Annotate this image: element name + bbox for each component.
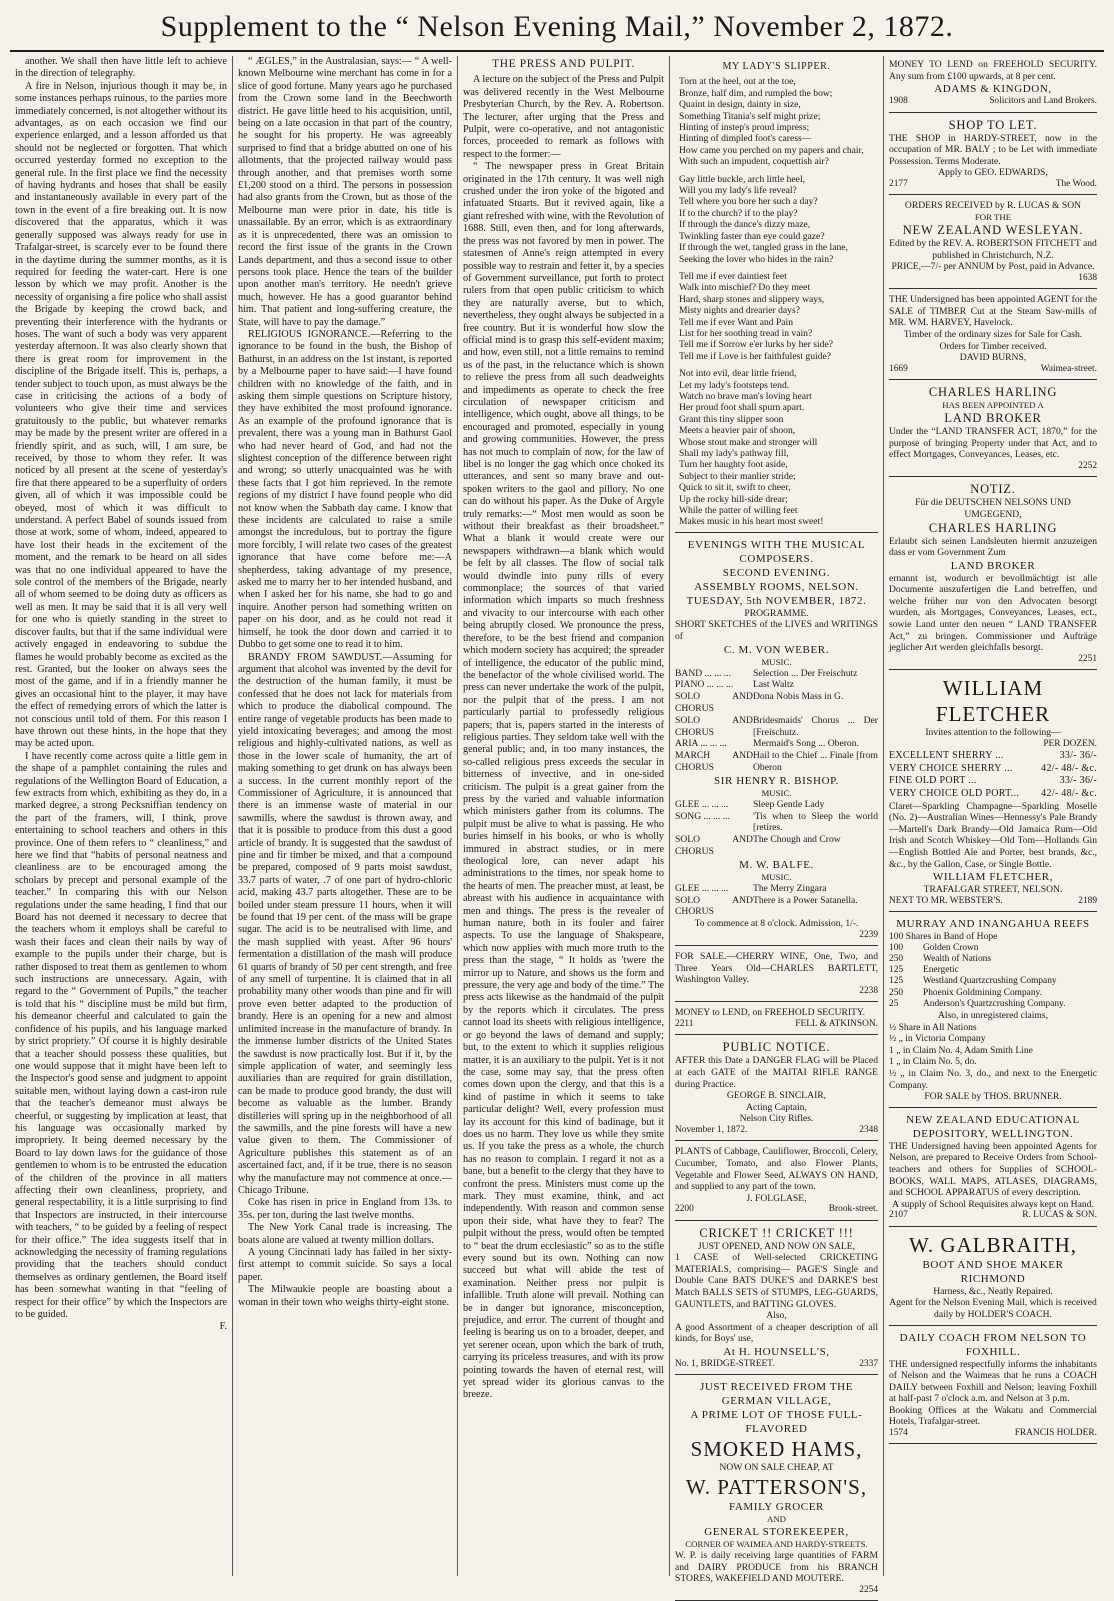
programme-kind: GLEE ... ... ...	[675, 882, 729, 894]
share-count: 100	[889, 942, 904, 953]
adams-kingdon-ad	[889, 56, 1097, 113]
harling-ad	[889, 382, 1097, 477]
ad-number: 2211	[675, 1018, 694, 1029]
ad-headline: W. GALBRAITH,	[909, 1232, 1077, 1257]
programme-kind: PIANO ... ... ...	[675, 679, 734, 691]
poem-title: MY LADY'S SLIPPER.	[722, 61, 831, 72]
masthead: Supplement to the “ Nelson Evening Mail,” November 2, 1872.	[160, 10, 954, 43]
programme-label: PROGRAMME.	[744, 607, 809, 619]
programme-item	[675, 811, 878, 835]
wine-name: FINE OLD PORT ...	[889, 775, 977, 787]
ad-number: 1638	[1078, 272, 1097, 283]
composer-name: C. M. VON WEBER.	[723, 643, 830, 656]
article-paragraph: RELIGIOUS IGNORANCE.—Referring to the ignorance to be found in the bush, the Bishop of Bathurst, in an address on the 1st instant, is reported by a Melbourne paper to have said:—I have found children with no knowledge of the faith, and in asking them simple questions on Scripture history, they have exhibited the most profound ignorance. As an example of the profound ignorance that is prevalent, there was a young man in Bathurst Gaol who had never heard of God, and had not the slightest conception of the difference between right and wrong; so utterly unacquainted was he with these facts that I got him reprieved. In the remote regions of my district I have found people who did not know when the Sabbath day came. I know that these incidents are calculated to raise a smile amongst the incredulous, but to portray the figure more forcibly, I will relate two cases of the greatest ignorance that have come before me:—A shepherdess, taking advantage of my presence, asked me to marry her to her intended husband, and when I asked her for his name, she had to go and inquire. Another person had something written on paper on his door, and as he could not read it himself, he took the door down and carried it to Dubbo to get some one to read it to him.	[238, 328, 452, 651]
ad-text: Claret—Sparkling Champagne—Sparkling Moselle (No. 2)—Australian Wines—Hennessy's Pale Brandy—Martell's Dark Brandy—Old Jamaica Rum—Old Irish and Scotch Whiskey—Old Tom—Hollands Gin—English Bottled Ale and Porter, best brands, &c., &c., by the Gallon, Case, or Single Bottle.	[889, 800, 1097, 870]
poem-line: Twinkling faster than eye could gaze?	[679, 230, 825, 242]
galbraith-ad	[889, 1229, 1097, 1326]
ad-number: 2189	[1078, 895, 1097, 906]
programme-item	[675, 738, 878, 750]
poem-line: Quick to sit it, swift to cheer,	[679, 482, 791, 494]
music-label: MUSIC.	[761, 871, 792, 882]
poem-line: Hinting of dimpled foot's caress—	[679, 133, 812, 145]
ad-advertiser: J. FOLGLASE,	[746, 1192, 807, 1204]
programme-item	[675, 883, 878, 895]
share-company: Energetic	[923, 965, 959, 976]
poem-line: With such an impudent, coquettish air?	[679, 156, 829, 168]
ad-line: A supply of School Requisites always kept on Hand.	[892, 1198, 1094, 1210]
ad-signatory: GEORGE B. SINCLAIR,	[726, 1090, 827, 1102]
poem-line: Meets a heavier pair of shoon,	[679, 425, 796, 437]
ad-address: The Wood.	[1055, 178, 1097, 189]
ad-text: PLANTS of Cabbage, Cauliflower, Broccoli, Celery, Cucumber, Tomato, and also Flower Plants, Vegetable and Flower Seed, ALWAYS ON HAND, and supplied to any part of the town.	[675, 1146, 878, 1193]
claims-list	[889, 1022, 1097, 1092]
wine-price: 42/- 48/- &c.	[1041, 788, 1097, 800]
ad-line: NEXT TO MR. WEBSTER'S.	[889, 895, 1003, 906]
ad-advertiser: At H. HOUNSELL'S,	[723, 1346, 830, 1359]
ad-role: Acting Captain,	[746, 1101, 807, 1113]
ad-price: PRICE,—7/- per ANNUM by Post, paid in Advance.	[891, 261, 1095, 273]
ad-advertiser: FELL & ATKINSON.	[795, 1018, 878, 1029]
ad-text: Booking Offices at the Wakatu and Commercial Hotels, Trafalgar-street.	[889, 1404, 1097, 1428]
poem-line: Tell me if Sorrow e'er lurks by her side?	[679, 339, 833, 351]
ad-number: 1574	[889, 1428, 908, 1439]
programme-item	[675, 834, 878, 858]
masthead-rule	[10, 50, 1104, 52]
poem-line: If to the church? if to the play?	[679, 207, 798, 219]
poem-line: Bronze, half dim, and rumpled the bow;	[679, 87, 833, 99]
ad-text: FOR SALE.—CHERRY WINE, One, Two, and Three Years Old—CHARLES BARTLETT, Washington Valley.	[675, 951, 878, 986]
ad-line: PER DOZEN.	[1043, 738, 1097, 749]
claim-item: 1 „ in Claim No. 5, do.	[889, 1056, 977, 1068]
concert-venue: ASSEMBLY ROOMS, NELSON.	[694, 580, 859, 593]
share-company: Anderson's Quartzcrushing Company.	[923, 998, 1066, 1009]
ad-also: Also,	[766, 1310, 787, 1322]
programme-kind: ARIA ... ... ...	[675, 738, 727, 750]
poem-line: Tell me if ever daintiest feet	[679, 270, 787, 282]
article-paragraph: The New York Canal trade is increasing. The boats alone are valued at twenty million dollars.	[238, 1222, 452, 1246]
programme-item	[675, 668, 878, 680]
ad-line: FOR SALE by THOS. BRUNNER.	[924, 1091, 1062, 1103]
poem-line: Her proud foot shall spurn apart.	[679, 402, 805, 414]
share-company: Westland Quartzcrushing Company	[923, 976, 1057, 987]
programme-item	[675, 895, 878, 919]
ad-title: SHOP TO LET.	[948, 117, 1038, 132]
share-count: 25	[889, 998, 899, 1009]
article-heading: THE PRESS AND PULPIT.	[492, 58, 635, 70]
ad-line: Also, in unregistered claims,	[937, 1010, 1049, 1021]
wine-item	[889, 775, 1097, 788]
share-company: Wealth of Nations	[923, 953, 991, 964]
ad-headline: W. PATTERSON'S,	[685, 1475, 868, 1500]
poem-line: Up the rocky hill-side drear;	[679, 493, 788, 505]
wine-price: 33/- 36/-	[1059, 775, 1097, 787]
poem-line: Grant this tiny slipper soon	[679, 413, 784, 425]
ad-number: 1669	[889, 363, 908, 374]
programme-item	[675, 715, 878, 739]
ad-title: CHARLES HARLING	[928, 520, 1058, 535]
ad-line: Edited by the REV. A. ROBERTSON FITCHETT and published in Christchurch, N.Z.	[889, 237, 1097, 261]
timber-ad	[889, 291, 1097, 380]
programme-kind: MARCH AND CHORUS	[675, 750, 753, 773]
ad-headline: WILLIAM FLETCHER	[935, 676, 1051, 727]
music-label: MUSIC.	[761, 656, 792, 667]
article-paragraph: A young Cincinnati lady has failed in her sixty-first attempt to commit suicide. So says a local paper.	[238, 1247, 452, 1283]
ad-line: FAMILY GROCER	[728, 1501, 824, 1514]
share-count: 250	[889, 987, 904, 998]
wine-list	[889, 750, 1097, 800]
composer-name: SIR HENRY R. BISHOP.	[714, 774, 839, 787]
article-paragraph: another. We shall then have little left to achieve in the direction of telegraphy.	[15, 56, 227, 80]
ad-advertiser: WILLIAM FLETCHER,	[932, 871, 1054, 884]
ad-line: A PRIME LOT OF THOSE FULL-FLAVORED	[690, 1409, 863, 1436]
share-item	[889, 976, 1097, 987]
money-lend-ad	[675, 1004, 878, 1035]
poem-line: Turn her haughty foot aside,	[679, 459, 788, 471]
poem-line: How came you perched on my papers and chair,	[679, 144, 864, 156]
share-count: 250	[889, 953, 904, 964]
ad-title: MURRAY AND INANGAHUA REEFS	[896, 918, 1090, 931]
programme-piece: Dona Nobis Mass in G.	[753, 691, 844, 703]
wine-name: VERY CHOICE SHERRY ...	[889, 762, 1013, 774]
ad-number: 2238	[859, 985, 878, 996]
ad-number: 1908	[889, 96, 908, 107]
concert-intro: SHORT SKETCHES of the LIVES and WRITINGS of	[675, 619, 878, 643]
poem-line: Whose stout make and stronger will	[679, 436, 818, 448]
share-item	[889, 943, 1097, 954]
hams-ad	[675, 1377, 878, 1601]
ad-number: 2252	[1078, 460, 1097, 471]
share-item	[889, 965, 1097, 976]
article-paragraph: “ ÆGLES,” in the Australasian, says:— “ A well-known Melbourne wine merchant has come in for a slice of good fortune. Many years ago he purchased from the Crown some land in the Beechworth district. He gave little heed to his acquisition, until, being on a late occasion in that part of the country, he sought for his property. He was agreeably surprised to find that a bridge abutted on one of his allotments, that the projected railway would pass through another, and that premises worth some £1,200 stood on a third. The persons in possession had also grants from the Crown, but as those of the Melbourne man were prior in date, his title is unassailable. By an error, which is as extraordinary as it is unprecedented, there was an omission to record the first issue of the grants in the Crown Lands department, and thus a second issue to other persons took place. Hence the tears of the builder upon another man's territory. He needn't grieve much, however. He has a good guarantor behind him. That patient and long-suffering creature, the State, will have to pay the damage.”	[238, 56, 452, 328]
ad-number: 2348	[859, 1124, 878, 1135]
programme-kind: SONG ... ... ...	[675, 810, 730, 822]
wine-name: VERY CHOICE OLD PORT...	[889, 788, 1020, 800]
poem-line: Gay little buckle, arch little heel,	[679, 173, 806, 185]
ad-line: RICHMOND	[960, 1272, 1026, 1285]
ad-line: Orders for Timber received.	[939, 340, 1047, 352]
poem-line: Tell where you bore her such a day?	[679, 196, 818, 208]
ad-title: LAND BROKER	[944, 411, 1042, 426]
poem-line: If through the wet, tangled grass in the lane,	[679, 242, 848, 254]
programme-list	[675, 883, 878, 918]
programme-piece: Selection ... Der Freischutz	[753, 667, 858, 679]
wine-item	[889, 788, 1097, 801]
programme-kind: SOLO AND CHORUS	[675, 714, 753, 738]
article-paragraph: “ The newspaper press in Great Britain originated in the 17th century. It was well nigh crushed under the iron yoke of the bigoted and infatuated Stuarts. But it revived again, like a giant refreshed with wine, with the Revolution of 1688. Still, even then, and for long afterwards, the press was not favored by men in power. The statesmen of Anne's reign attempted in every possible way to restrain and fetter it, by a species of Government surveillance, put forth to protect rulers from that open public criticism to which they are naturally averse, but to which, nevertheless, they ought always be subjected in a free country. But it is wonderful how slow the official mind is to grasp this self-evident maxim; and how, even still, not a little remains to remind us of the past, in the reluctance which is shown to relieve the press from all such deadweights and impediments as operate to check the free circulation of newspaper criticism and intelligence, which ought, above all things, to be encouraged and promoted, especially in young and growing communities. However, the press has not much to complain of now, for the law of libel is no longer the gag which once choked its utterances, and sent so many brave and out-spoken writers to the gaol and pillory. No one can do without his paper. As the Duke of Argyle truly remarks:—“ Most men would as soon be without their breakfast as their broadsheet.” What a blank it would create were our newspapers withdrawn—a blank which would be felt by all classes. The flow of social talk would dwindle into puny rills of every commonplace; the sources of that varied information which imparts so much freshness and vivacity to our intercourse with each other being abruptly closed. We pronounce the press, therefore, to be the best friend and companion which modern society has acquired; the spreader of intelligence, the educator of the public mind, the benefactor of the whole civilised world. The press can never undertake the work of the pulpit, nor the pulpit that of the press. I am not particularly partial to professedly religious papers; that is, papers started in the interests of religious parties. They seldom take well with the general public; and, in too many instances, the so-called religious press exceeds the secular in bitterness of invective, and in one-sided criticism. The pulpit is a great gainer from the press by the varied and valuable information which ministers gather from its columns. The pulpit must be alive to what is passing. He who buries himself in his books, or who is wholly immured in abstract studies, or in mere theological lore, can never adapt his administrations to the times, nor speak home to the hearts of men. The preacher must, at least, be abreast with his audience in acquaintance with men and things. The press is the revealer of human nature, both in its fouler and fairer aspects. To use the language of Shakspeare, which now applies with much more truth to the press than the stage, “ It holds as 'twere the mirror up to Nature, and shows us the form and pressure, the very age and body of the time.” The press acts likewise as the handmaid of the pulpit by the reports which it circulates. The press cannot load its sheets with religious intelligence, or go beyond the laws of demand and supply; but, to the extent to which it supplies religious matter, it is an auxiliary to the pulpit. Yet is it not the case, some may say, that the press often comes down upon the clergy, and that this is a kind of pastime in which it seems to take particular delight? Well, every profession must lay its account for this kind of badinage, but it does us no harm. They love us while they smite us. If you take the press as a whole, the church has no reason to complain. I regard it not as a bane, but a benefit to the clergy that they have to confront the press. Ministers must come up the mark. They must examine, think, and act independently. With reason and common sense upon their side, what have they to fear? The pulpit without the press, would often be tempted to “ beat the drum ecclesiastic” so as to the stifle every sound but its own. Nothing can now succeed but what will abide the test of examination. Neither press nor pulpit is infallible. Truth alone will prevail. Nothing can be in danger but ignorance, misconception, prejudice, and error. The current of thought and feeling is bearing us on to a broader, deeper, and yet serener ocean, upon which the bark of truth, carrying its priceless treasures, and with its prow pointing towards the haven of eternal rest, will yet spread wider its glorious canvas to the breeze.	[463, 161, 664, 1401]
ad-text: THE undersigned respectfully informs the inhabitants of Nelson and the Waimeas that he runs a COACH DAILY between Foxhill and Nelson; leaving Foxhill at half-past 7 o'clock a.m. and Nelson at 3 p.m.	[889, 1358, 1097, 1405]
poem-line: Hinting of instep's proud impress;	[679, 122, 810, 134]
poem-line: Walk into mischief? Do they meet	[679, 282, 811, 294]
poem-line: Something Titania's self might prize;	[679, 110, 821, 122]
ad-number: 2107	[889, 1210, 908, 1221]
ad-title: NEW ZEALAND EDUCATIONAL DEPOSITORY, WELLINGTON.	[906, 1113, 1080, 1140]
column-2	[233, 56, 458, 1576]
programme-kind: SOLO AND CHORUS	[675, 834, 753, 857]
column-1	[10, 56, 233, 1576]
ad-address: No. 1, BRIDGE-STREET.	[675, 1359, 775, 1370]
ad-text: W. P. is daily receiving large quantities of FARM and DAIRY PRODUCE from his BRANCH STORES, WAKEFIELD AND MOUTERE.	[675, 1550, 878, 1585]
ad-text: ernannt ist, wodurch er bevollmächtigt ist alle Documente auszufertigen die Land betreffen, und welche früher nur von den Advocaten besorgt wurden, als Mortgages, Conveyances, Leases, ect., sowie Land unter den neuen “ LAND TRANSFER Act,” zu bringen. Commissioner und Aufträge jeglicher Art werden gleichfalls besorgt.	[889, 572, 1097, 654]
programme-piece: Sleep Gentle Lady	[753, 798, 825, 810]
programme-kind: SOLO AND CHORUS	[675, 894, 753, 918]
column-4	[670, 56, 884, 1595]
coach-ad	[889, 1328, 1097, 1445]
ad-address: TRAFALGAR STREET, NELSON.	[923, 884, 1063, 896]
ad-title: NOTIZ.	[970, 482, 1016, 497]
ad-line: Agent for the Nelson Evening Mail, which is received daily by HOLDER'S COACH.	[889, 1297, 1097, 1320]
programme-kind: GLEE ... ... ...	[675, 798, 729, 810]
concert-date: TUESDAY, 5th NOVEMBER, 1872.	[686, 594, 867, 607]
claim-item: ½ Share in All Nations	[889, 1021, 977, 1033]
programme-piece: 'Tis when to Sleep the world [retires.	[753, 810, 878, 834]
fletcher-ad	[889, 672, 1097, 912]
poem-line: Makes music in his heart most sweet!	[679, 516, 824, 528]
ad-apply: Apply to GEO. EDWARDS,	[938, 167, 1048, 179]
wine-item	[889, 763, 1097, 776]
poem-line: While the patter of willing feet	[679, 505, 798, 517]
column-3	[458, 56, 670, 1576]
ad-line: LAND BROKER	[950, 559, 1036, 572]
signature: F.	[219, 1321, 227, 1333]
poem-line: Seeking the lover who hides in the rain?	[679, 253, 834, 265]
columns	[10, 56, 1104, 1595]
programme-item	[675, 691, 878, 715]
ad-text: MONEY to LEND, on FREEHOLD SECURITY.	[675, 1007, 866, 1019]
notiz-ad	[889, 479, 1097, 670]
cherry-wine-ad	[675, 948, 878, 1002]
poem-line: Misty nights and drearier days?	[679, 305, 800, 317]
share-count: 125	[889, 976, 904, 987]
wine-price: 42/- 48/- &c.	[1041, 762, 1097, 774]
poem-line: Tell me if ever Want and Pain	[679, 316, 793, 328]
wine-item	[889, 750, 1097, 763]
ad-line: ORDERS RECEIVED by R. LUCAS & SON	[904, 200, 1082, 212]
ad-corps: Nelson City Rifles.	[739, 1113, 814, 1125]
programme-list	[675, 668, 878, 774]
composer-name: M. W. BALFE.	[739, 858, 814, 871]
ad-line: HAS BEEN APPOINTED A	[942, 400, 1044, 411]
ad-advertiser: DAVID BURNS,	[959, 352, 1027, 364]
poem-line: Watch no brave man's loving heart	[679, 390, 812, 402]
ad-line: BOOT AND SHOE MAKER	[922, 1258, 1064, 1271]
poem-line: Let my lady's footsteps tend.	[679, 379, 790, 391]
programme-piece: There is a Power Satanella.	[753, 894, 858, 906]
programme-kind: BAND ... ... ...	[675, 667, 731, 679]
ad-title: CRICKET !! CRICKET !!!	[699, 1225, 854, 1240]
poem-body	[675, 76, 878, 527]
ad-address: Waimea-street.	[1040, 363, 1097, 374]
share-company: Phoenix Goldmining Company.	[923, 987, 1042, 998]
article-paragraph: I have recently come across quite a little gem in the shape of a pamphlet containing the rules and regulations of the Wellington Board of Education, a few extracts from which, exhibiting as they do, in a marked degree, a strong Pecksniffian tendency on the part of the framers, will, I think, prove entertaining to school teachers and others in this province. One of them refers to “ cleanliness,” and here we find that “habits of personal neatness and cleanliness are to be encouraged among the scholars by precept and personal example of the teacher.” In comparing this with our Nelson regulations under the same heading, I find that our Board has not deemed it necessary to decree that the teachers whom it employs shall be careful to wash their faces and clean their nails by way of example to the pupils under their charge, but is rather disposed to treat them as gentlemen to whom such instructions are unnecessary. Again, with regard to the “ Government of Pupils,” the teacher is told that his “ discipline must be mild but firm, his demeanor cheerful and calculated to gain the confidence of his pupils, and his language marked by strict propriety.” Of course it is highly desirable that a teacher should possess these qualities, but one would suppose that it might have been left to the Inspector's good sense and judgment to appoint suitable men, without laying down a cast-iron rule that the teacher's demeanor must always be cheerful, or suggesting by implication at least, that his language was occasionally marked by impropriety. It being deemed necessary by the Board to lay down laws for the guidance of those gentlemen to whom is to be entrusted the education of the children of the province in all matters affecting their own cleanliness, propriety, and general respectability, it is a little surprising to find that Inspectors are instructed, in their intercourse with teachers, “ to be guided by a feeling of respect for their office.” The idea suggests itself that in acknowledging the necessity of framing regulations providing that the teachers should conduct themselves as ordinary gentlemen, the Board itself has been somewhat wanting in that “feeling of respect for their office” by which the Inspectors are to be guided.	[15, 750, 227, 1321]
ad-text: THE Undersigned has been appointed AGENT for the SALE of TIMBER Cut at the Steam Saw-mills of MR. WM. HARVEY, Havelock.	[889, 294, 1097, 329]
poem-line: List for her soothing tread in vain?	[679, 327, 813, 339]
programme-list	[675, 799, 878, 858]
wine-price: 33/- 36/-	[1059, 750, 1097, 762]
poem-line: Tell me if Love is her faithfulest guide?	[679, 350, 831, 362]
ad-text: AFTER this Date a DANGER FLAG will be Placed at each GATE of the MAITAI RIFLE RANGE during Practice.	[675, 1055, 878, 1090]
concert-title: EVENINGS WITH THE MUSICAL COMPOSERS.	[687, 538, 866, 565]
share-item	[889, 954, 1097, 965]
depository-ad	[889, 1110, 1097, 1227]
ad-title: CHARLES HARLING	[928, 385, 1058, 400]
ad-number: 2239	[859, 929, 878, 940]
ad-advertiser: FRANCIS HOLDER.	[1014, 1428, 1097, 1439]
ad-subtitle: JUST OPENED, AND NOW ON SALE,	[697, 1240, 856, 1252]
ad-line: NOW ON SALE CHEAP, AT	[719, 1462, 834, 1474]
programme-piece: The Merry Zingara	[753, 882, 827, 894]
poem-line: Will you my lady's life reveal?	[679, 185, 797, 197]
ad-headline: SMOKED HAMS,	[690, 1437, 863, 1462]
ad-number: 2200	[675, 1204, 694, 1215]
wine-name: EXCELLENT SHERRY ...	[889, 750, 1004, 762]
share-item	[889, 988, 1097, 999]
concert-evening: SECOND EVENING.	[722, 566, 831, 579]
ad-line: Für die DEUTSCHEN NELSONS UND UMGEGEND,	[915, 497, 1071, 520]
claim-item: ½ „ in Claim No. 3, do., and next to the Energetic Company.	[889, 1067, 1097, 1091]
article-paragraph: Coke has risen in price in England from 13s. to 35s. per ton, during the last twelve months.	[238, 1197, 452, 1221]
ad-line: AND	[766, 1514, 787, 1525]
ad-line: FOR THE	[974, 211, 1012, 222]
programme-piece: Bridesmaids' Chorus ... Der [Freischutz.	[753, 714, 878, 738]
programme-kind: SOLO AND CHORUS	[675, 691, 753, 715]
ad-advertiser: ADAMS & KINGDON,	[934, 83, 1052, 96]
shares-list	[889, 943, 1097, 1010]
ad-number: 2254	[859, 1584, 878, 1595]
wesleyan-ad	[889, 197, 1097, 289]
poem-line: If through the dance's dizzy maze,	[679, 219, 811, 231]
article-paragraph: BRANDY FROM SAWDUST.—Assuming for argument that alcohol was invented by the devil for the destruction of the human family, it must be confessed that he does not lack for materials from which to produce the diabolical compound. The entire range of vegetable products has been made to yield intoxicating beverages; and among the most religious and highly-cultivated nations, as well as those in the lower scale of humanity, the art of making something to get drunk on has always been a success. In the current monthly report of the Commissioner of Agriculture, it is announced that there is an immense waste of material in our sawmills, where the sawdust is thrown away, and that it is possible to produce from this dust a good article of brandy. It is suggested that the sawdust of pine and fir timber be mixed, and that a compound be prepared, composed of 9 parts moist sawdust, 33.7 parts of water, .7 of one part of hydro-chloric acid, making 43.7 parts altogether. These are to be boiled under steam pressure 11 hours, when it will be found that 19 per cent. of the mass will be grape sugar. The acid is to be neutralised with lime, and the mash supplied with yeast. After 96 hours' fermentation a distillation of the mash will produce 61 quarts of brandy of 50 per cent strength, and free of any smell of turpentine. It is claimed that in all probability many other woods than pine and fir will prove even better adapted to the production of brandy. Here is an opening for a new and almost unlimited increase in the manufacture of brandy. In the immense lumber districts of the United States the sawdust is now practically lost. But if it, by the simple application of water, and seemingly less auxiliaries than are required for grain distillation, can be made to produce good brandy, the dust will become as valuable as the lumber. Brandy distilleries will spring up in the neighborhood of all the sawmills, and the pine forests will have a new value given to them. The Commissioner of Agriculture publishes this statement as of an ascertained fact, and, if it be true, there is no season why the manufacture may not commence at once.—Chicago Tribune.	[238, 651, 452, 1196]
ad-number: 2251	[1078, 653, 1097, 664]
programme-piece: Hail to the Chief ... Finale [from Oberon	[753, 750, 878, 773]
ad-role: Solicitors and Land Brokers.	[989, 96, 1097, 107]
article-paragraph: A fire in Nelson, injurious though it may be, in some instances perhaps ruinous, to the parties more immediately concerned, is not altogether without its advantages, as on each occasion we find our experience enlarged, and a lesson afforded us that should not be neglected or forgotten. That which occurred yesterday formed no exception to the general rule. In the first place we find the necessity of having hydrants and hoses that shall be easily and instantaneously available in every part of the town in the event of a fire breaking out. It is now discovered that the apparatus, which it was generally supposed was always ready for use in Trafalgar-street, is scarcely ever to be found there in the daytime during the summer months, as it is required for feeding the water-cart. Here is one lesson by which we may profit. Another is the necessity of organising a fire police who shall assist the Brigade by keeping the crowd back, and preventing their interference with the hydrants or hoses. The want of such a body was very apparent yesterday afternoon. It was also clearly shown that there is great room for improvement in the discipline of the Brigade itself. This is, perhaps, a tender subject to touch upon, as must always be the case in criticising the actions of a body of volunteers who give their time and services gratuitously to the public, but whatever remarks may be made by the present writer are offered in a friendly spirit, and as such, will, I am sure, be received, by those to whom they refer. It was noticed by all present at the scene of yesterday's fire that there appeared to be a superfluity of orders given, all of which it was impossible could be obeyed, most of which it was difficult to understand. A perfect Babel of sounds issued from those at work, some of whom, indeed, appeared to have lost their heads in the excitement of the moment, and the remark to be heard on all sides was that no one individual appeared to have the sole control of the members of the Brigade, nearly all of whom seemed to be doing duty as officers as well as men. It may be said that it is all very well for one who is quietly standing in the street to discover faults, but that if the same individual were actively engaged in endeavoring to subdue the flames he would probably become as excited as the rest. Granted, but the looker on always sees the most of the game, and if in a friendly manner he gives an occasional hint to the player, it may have the effect of remedying errors of which the latter is not conscious until told of them. For this reason I have thrown out these hints, in the hope that they may be acted upon.	[15, 80, 227, 750]
music-label: MUSIC.	[761, 787, 792, 798]
ad-line: 100 Shares in Band of Hope	[889, 931, 998, 943]
programme-piece: The Chough and Crow	[753, 834, 841, 846]
share-count: 125	[889, 965, 904, 976]
ad-text: 1 CASE of Well-selected CRICKETING MATERIALS, comprising— PAGE'S Single and Double Cane BATS DUKE'S and DARKE'S best Match BALLS SETS of STUMPS, LEG-GUARDS, GAUNTLETS, and BATTING GLOVES.	[675, 1252, 878, 1310]
ad-title: DAILY COACH FROM NELSON TO FOXHILL.	[899, 1331, 1087, 1358]
article-paragraph: The Milwaukie people are boasting about a woman in their town who weighs thirty-eight stone.	[238, 1284, 452, 1308]
share-item	[889, 999, 1097, 1010]
programme-item	[675, 750, 878, 774]
poem-line: Quaint in design, dainty in size,	[679, 99, 801, 111]
poem-line: Subject to their manlier stride;	[679, 470, 796, 482]
claim-item: ½ „ in Victoria Company	[889, 1033, 986, 1045]
poem-line: Shall my lady's pathway fill,	[679, 448, 789, 459]
ad-text: Erlaubt sich seinen Landsleuten hiermit anzuzeigen dass er vom Government Zum	[889, 535, 1097, 559]
poem-line: Not into evil, dear little friend,	[679, 368, 797, 380]
poem-line: Hard, sharp stones and slippery ways,	[679, 293, 825, 305]
ad-line: Timber of the ordinary sizes for Sale for Cash.	[903, 328, 1083, 340]
ad-line: GENERAL STOREKEEPER,	[704, 1526, 849, 1539]
ad-line: Invites attention to the following—	[925, 727, 1061, 739]
concert-commence: To commence at 8 o'clock. Admission, 1/-.	[694, 918, 859, 930]
column-5	[884, 56, 1102, 1576]
ad-number: 2337	[859, 1359, 878, 1370]
ad-address: Brook-street.	[828, 1204, 878, 1215]
programme-piece: Last Waltz	[753, 679, 794, 691]
ad-line: JUST RECEIVED FROM THE GERMAN VILLAGE,	[699, 1381, 854, 1408]
reefs-ad	[889, 914, 1097, 1108]
ad-title: NEW ZEALAND WESLEYAN.	[902, 222, 1084, 237]
ad-text: MONEY TO LEND on FREEHOLD SECURITY. Any sum from £100 upwards, at 8 per cent.	[889, 59, 1097, 82]
ad-text: THE SHOP in HARDY-STREET, now in the occupation of MR. BALY ; to be Let with immediate Possession. Terms Moderate.	[889, 132, 1097, 167]
claim-item: 1 „ in Claim No. 4, Adam Smith Line	[889, 1044, 1033, 1056]
ad-number: 2177	[889, 178, 908, 189]
ad-date: November 1, 1872.	[675, 1124, 748, 1135]
programme-item	[675, 679, 878, 691]
shop-to-let-ad	[889, 115, 1097, 196]
programme-piece: Mermaid's Song ... Oberon.	[753, 738, 859, 750]
ad-text: THE Undersigned having been appointed Agents for Nelson, are prepared to Receive Orders from School-teachers and others for Supplies of SCHOOL-BOOKS, WALL MAPS, ATLASES, DIAGRAMS, and SCHOOL APPARATUS of every description.	[889, 1140, 1097, 1199]
cricket-ad	[675, 1223, 878, 1376]
ad-title: PUBLIC NOTICE.	[722, 1040, 831, 1055]
poem-line: Torn at the heel, out at the toe,	[679, 76, 796, 88]
programme-item	[675, 799, 878, 811]
share-company: Golden Crown	[923, 942, 979, 953]
ad-advertiser: R. LUCAS & SON.	[1022, 1210, 1097, 1221]
ad-text: A good Assortment of a cheaper description of all kinds, for Boys' use,	[675, 1321, 878, 1345]
ad-text: Under the “LAND TRANSFER ACT, 1870,” for the purpose of bringing Property under that Act, and to effect Mortgages, Conveyances, Leases, etc.	[889, 426, 1097, 461]
poem	[675, 56, 878, 533]
ad-line: CORNER OF WAIMEA AND HARDY-STREETS.	[685, 1539, 868, 1550]
article-paragraph: A lecture on the subject of the Press and Pulpit was delivered recently in the West Melbourne Presbyterian Church, by the Rev. A. Robertson. The lecturer, after urging that the Press and Pulpit, were co-operative, and not antagonistic forces, proceeded to remark as follows with respect to the former:—	[463, 74, 664, 160]
plants-ad	[675, 1143, 878, 1220]
concert-ad	[675, 535, 878, 946]
public-notice-ad	[675, 1037, 878, 1141]
ad-line: Harness, &c., Neatly Repaired.	[933, 1285, 1053, 1297]
